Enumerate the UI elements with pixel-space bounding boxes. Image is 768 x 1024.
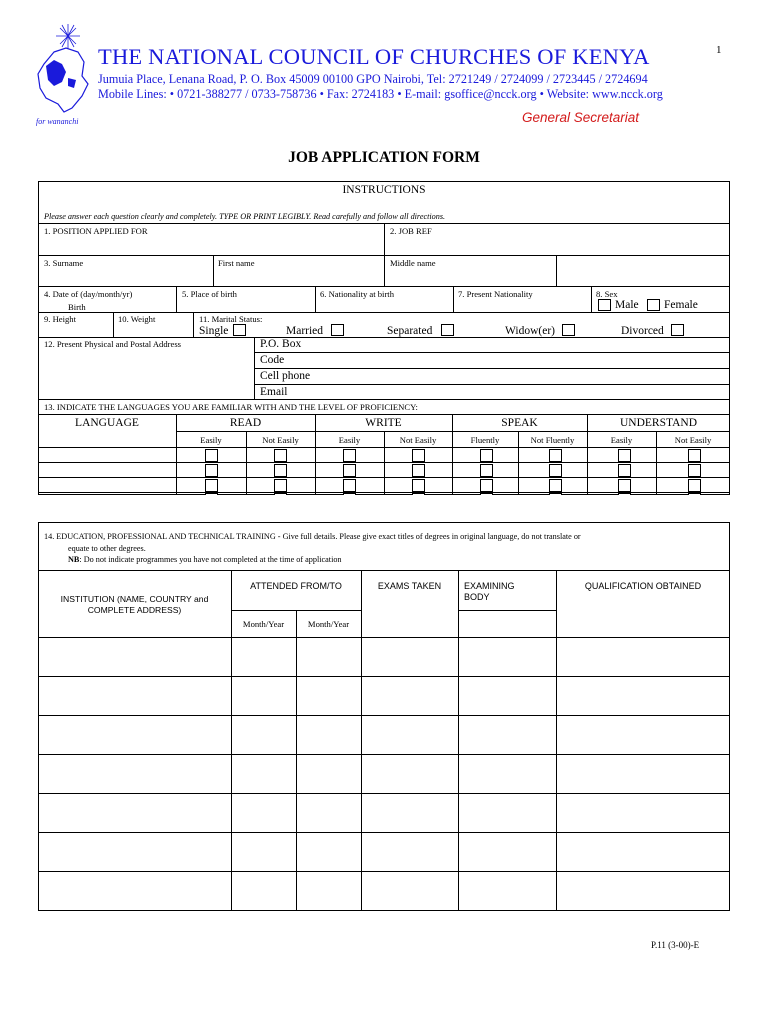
instructions-text: Please answer each question clearly and completely. TYPE OR PRINT LEGIBLY. Read carefully and follow all directions. xyxy=(44,212,446,221)
institution-input[interactable] xyxy=(39,872,230,909)
nationality-birth-label: 6. Nationality at birth xyxy=(320,289,394,299)
language-name-input[interactable] xyxy=(39,448,175,462)
write-easily-checkbox[interactable] xyxy=(343,464,356,477)
attended-header: ATTENDED FROM/TO xyxy=(250,581,342,591)
institution-input[interactable] xyxy=(39,638,230,675)
qualification-input[interactable] xyxy=(557,716,729,753)
speak-not-fluently-checkbox[interactable] xyxy=(549,493,562,495)
examining-body-input[interactable] xyxy=(459,833,555,870)
exams-input[interactable] xyxy=(362,794,457,831)
write-not-easily-header: Not Easily xyxy=(399,435,437,445)
cell-phone-label: Cell phone xyxy=(260,370,311,382)
write-easily-checkbox[interactable] xyxy=(343,493,356,495)
to-date-input[interactable] xyxy=(297,716,360,753)
qualification-input[interactable] xyxy=(557,677,729,714)
widow-label: Widow(er) xyxy=(505,325,555,337)
form-title: JOB APPLICATION FORM xyxy=(288,149,480,166)
male-checkbox[interactable] xyxy=(598,299,611,311)
single-label: Single xyxy=(199,325,229,337)
female-label: Female xyxy=(664,299,698,311)
male-label: Male xyxy=(615,299,639,311)
ncck-logo xyxy=(32,22,92,118)
read-easily-checkbox[interactable] xyxy=(205,464,218,477)
height-label: 9. Height xyxy=(44,314,76,324)
motto: for wananchi xyxy=(36,117,79,126)
position-label: 1. POSITION APPLIED FOR xyxy=(44,226,148,236)
from-date-input[interactable] xyxy=(232,677,295,714)
understand-easily-checkbox[interactable] xyxy=(618,449,631,462)
write-not-easily-checkbox[interactable] xyxy=(412,479,425,492)
examining-body-input[interactable] xyxy=(459,794,555,831)
email-label: Email xyxy=(260,386,288,398)
speak-fluently-header: Fluently xyxy=(470,435,500,445)
widow-checkbox[interactable] xyxy=(562,324,575,336)
institution-header xyxy=(38,594,231,616)
speak-not-fluently-checkbox[interactable] xyxy=(549,479,562,492)
middle-name-label: Middle name xyxy=(390,258,436,268)
qualification-input[interactable] xyxy=(557,638,729,675)
from-date-input[interactable] xyxy=(232,716,295,753)
examining-body-input[interactable] xyxy=(459,716,555,753)
from-date-input[interactable] xyxy=(232,872,295,909)
exams-input[interactable] xyxy=(362,833,457,870)
from-date-input[interactable] xyxy=(232,794,295,831)
to-date-input[interactable] xyxy=(297,638,360,675)
kenya-map-icon xyxy=(38,48,88,112)
dob-label: 4. Date of (day/month/yr) xyxy=(44,289,133,299)
institution-input[interactable] xyxy=(39,794,230,831)
surname-label: 3. Surname xyxy=(44,258,84,268)
department: General Secretariat xyxy=(522,110,640,125)
examining-header-2: BODY xyxy=(464,592,490,602)
exams-input[interactable] xyxy=(362,677,457,714)
exams-input[interactable] xyxy=(362,716,457,753)
org-address xyxy=(98,72,663,102)
exams-input[interactable] xyxy=(362,872,457,909)
surname-input[interactable] xyxy=(39,268,211,285)
place-of-birth-label: 5. Place of birth xyxy=(182,289,237,299)
speak-fluently-checkbox[interactable] xyxy=(480,449,493,462)
examining-body-input[interactable] xyxy=(459,638,555,675)
marital-status-label: 11. Marital Status: xyxy=(199,314,263,324)
language-name-input[interactable] xyxy=(39,463,175,477)
institution-input[interactable] xyxy=(39,755,230,792)
understand-not-easily-checkbox[interactable] xyxy=(688,464,701,477)
to-date-input[interactable] xyxy=(297,794,360,831)
institution-header-1: INSTITUTION (NAME, COUNTRY and xyxy=(60,594,209,604)
po-box-label: P.O. Box xyxy=(260,338,302,350)
to-date-input[interactable] xyxy=(297,872,360,909)
write-easily-header: Easily xyxy=(338,435,361,445)
single-checkbox[interactable] xyxy=(233,324,246,336)
write-easily-checkbox[interactable] xyxy=(343,449,356,462)
separated-checkbox[interactable] xyxy=(441,324,454,336)
read-not-easily-header: Not Easily xyxy=(262,435,299,445)
institution-input[interactable] xyxy=(39,833,230,870)
qualification-input[interactable] xyxy=(557,833,729,870)
speak-not-fluently-checkbox[interactable] xyxy=(549,464,562,477)
understand-not-easily-checkbox[interactable] xyxy=(688,479,701,492)
first-name-label: First name xyxy=(218,258,255,268)
education-title: 14. EDUCATION, PROFESSIONAL AND TECHNICAL TRAINING - Give full details. Please give exact titles of degrees in original language, do not translate or xyxy=(44,532,581,541)
to-date-input[interactable] xyxy=(297,755,360,792)
write-header: WRITE xyxy=(365,417,402,429)
nb-text: : Do not indicate programmes you have not completed at the time of application xyxy=(79,555,342,564)
nb-label: NB xyxy=(68,555,80,564)
read-not-easily-checkbox[interactable] xyxy=(274,464,287,477)
understand-easily-checkbox[interactable] xyxy=(618,479,631,492)
read-not-easily-checkbox[interactable] xyxy=(274,493,287,495)
divorced-checkbox[interactable] xyxy=(671,324,684,336)
education-nb xyxy=(68,555,342,565)
examining-body-input[interactable] xyxy=(459,872,555,909)
form-code: P.11 (3-00)-E xyxy=(651,940,700,950)
read-not-easily-checkbox[interactable] xyxy=(274,479,287,492)
examining-body-input[interactable] xyxy=(459,755,555,792)
instructions-heading: INSTRUCTIONS xyxy=(342,184,426,196)
examining-header-1: EXAMINING xyxy=(464,581,515,591)
institution-input[interactable] xyxy=(39,677,230,714)
understand-easily-checkbox[interactable] xyxy=(618,464,631,477)
divorced-label: Divorced xyxy=(621,325,664,337)
mobile-line: Mobile Lines: • 0721-388277 / 0733-758736 • Fax: 2724183 • E-mail: gsoffice@ncck.org • Website: www.ncck.org xyxy=(98,87,663,101)
speak-header: SPEAK xyxy=(501,417,538,429)
read-header: READ xyxy=(229,417,262,429)
month-year-from-header: Month/Year xyxy=(242,619,285,629)
understand-header: UNDERSTAND xyxy=(619,417,698,429)
languages-title: 13. INDICATE THE LANGUAGES YOU ARE FAMILIAR WITH AND THE LEVEL OF PROFICIENCY: xyxy=(44,402,418,412)
speak-fluently-checkbox[interactable] xyxy=(480,464,493,477)
read-easily-checkbox[interactable] xyxy=(205,449,218,462)
address-input[interactable] xyxy=(39,350,253,398)
to-date-input[interactable] xyxy=(297,833,360,870)
job-ref-input[interactable] xyxy=(385,236,729,254)
month-year-to-header: Month/Year xyxy=(307,619,350,629)
qualification-input[interactable] xyxy=(557,872,729,909)
examining-body-input[interactable] xyxy=(459,677,555,714)
address-label: 12. Present Physical and Postal Address xyxy=(44,339,182,349)
speak-fluently-checkbox[interactable] xyxy=(480,493,493,495)
read-easily-checkbox[interactable] xyxy=(205,479,218,492)
address-line: Jumuia Place, Lenana Road, P. O. Box 45009 00100 GPO Nairobi, Tel: 2721249 / 2724099 / 2723445 / 2724694 xyxy=(98,72,648,86)
page-number: 1 xyxy=(716,44,722,56)
exams-input[interactable] xyxy=(362,755,457,792)
understand-not-easily-checkbox[interactable] xyxy=(688,493,701,495)
to-date-input[interactable] xyxy=(297,677,360,714)
language-header: LANGUAGE xyxy=(75,417,139,429)
org-name: THE NATIONAL COUNCIL OF CHURCHES OF KENYA xyxy=(98,44,650,69)
married-label: Married xyxy=(286,325,324,337)
education-title-2: equate to other degrees. xyxy=(68,544,146,553)
from-date-input[interactable] xyxy=(232,755,295,792)
write-not-easily-checkbox[interactable] xyxy=(412,493,425,495)
qualification-input[interactable] xyxy=(557,794,729,831)
understand-easily-checkbox[interactable] xyxy=(618,493,631,495)
write-not-easily-checkbox[interactable] xyxy=(412,464,425,477)
from-date-input[interactable] xyxy=(232,833,295,870)
present-nationality-label: 7. Present Nationality xyxy=(458,289,533,299)
exams-input[interactable] xyxy=(362,638,457,675)
speak-not-fluently-header: Not Fluently xyxy=(530,435,575,445)
female-checkbox[interactable] xyxy=(647,299,660,311)
dob-label-birth: Birth xyxy=(68,302,86,312)
separated-label: Separated xyxy=(387,325,433,337)
position-input[interactable] xyxy=(39,236,383,254)
read-easily-checkbox[interactable] xyxy=(205,493,218,495)
write-easily-checkbox[interactable] xyxy=(343,479,356,492)
middle-name-input[interactable] xyxy=(386,268,555,285)
understand-easily-header: Easily xyxy=(610,435,633,445)
code-label: Code xyxy=(260,354,285,366)
understand-not-easily-checkbox[interactable] xyxy=(688,449,701,462)
speak-fluently-checkbox[interactable] xyxy=(480,479,493,492)
understand-not-easily-header: Not Easily xyxy=(674,435,712,445)
language-name-input[interactable] xyxy=(39,478,175,492)
weight-label: 10. Weight xyxy=(118,314,156,324)
married-checkbox[interactable] xyxy=(331,324,344,336)
qualification-input[interactable] xyxy=(557,755,729,792)
read-easily-header: Easily xyxy=(200,435,222,445)
examining-body-header xyxy=(464,581,515,603)
first-name-input[interactable] xyxy=(215,268,383,285)
qualification-header: QUALIFICATION OBTAINED xyxy=(584,581,702,591)
exams-header: EXAMS TAKEN xyxy=(377,581,442,591)
read-not-easily-checkbox[interactable] xyxy=(274,449,287,462)
from-date-input[interactable] xyxy=(232,638,295,675)
speak-not-fluently-checkbox[interactable] xyxy=(549,449,562,462)
institution-header-2: COMPLETE ADDRESS) xyxy=(87,605,182,615)
write-not-easily-checkbox[interactable] xyxy=(412,449,425,462)
job-ref-label: 2. JOB REF xyxy=(390,226,432,236)
institution-input[interactable] xyxy=(39,716,230,753)
sex-label: 8. Sex xyxy=(596,289,618,299)
